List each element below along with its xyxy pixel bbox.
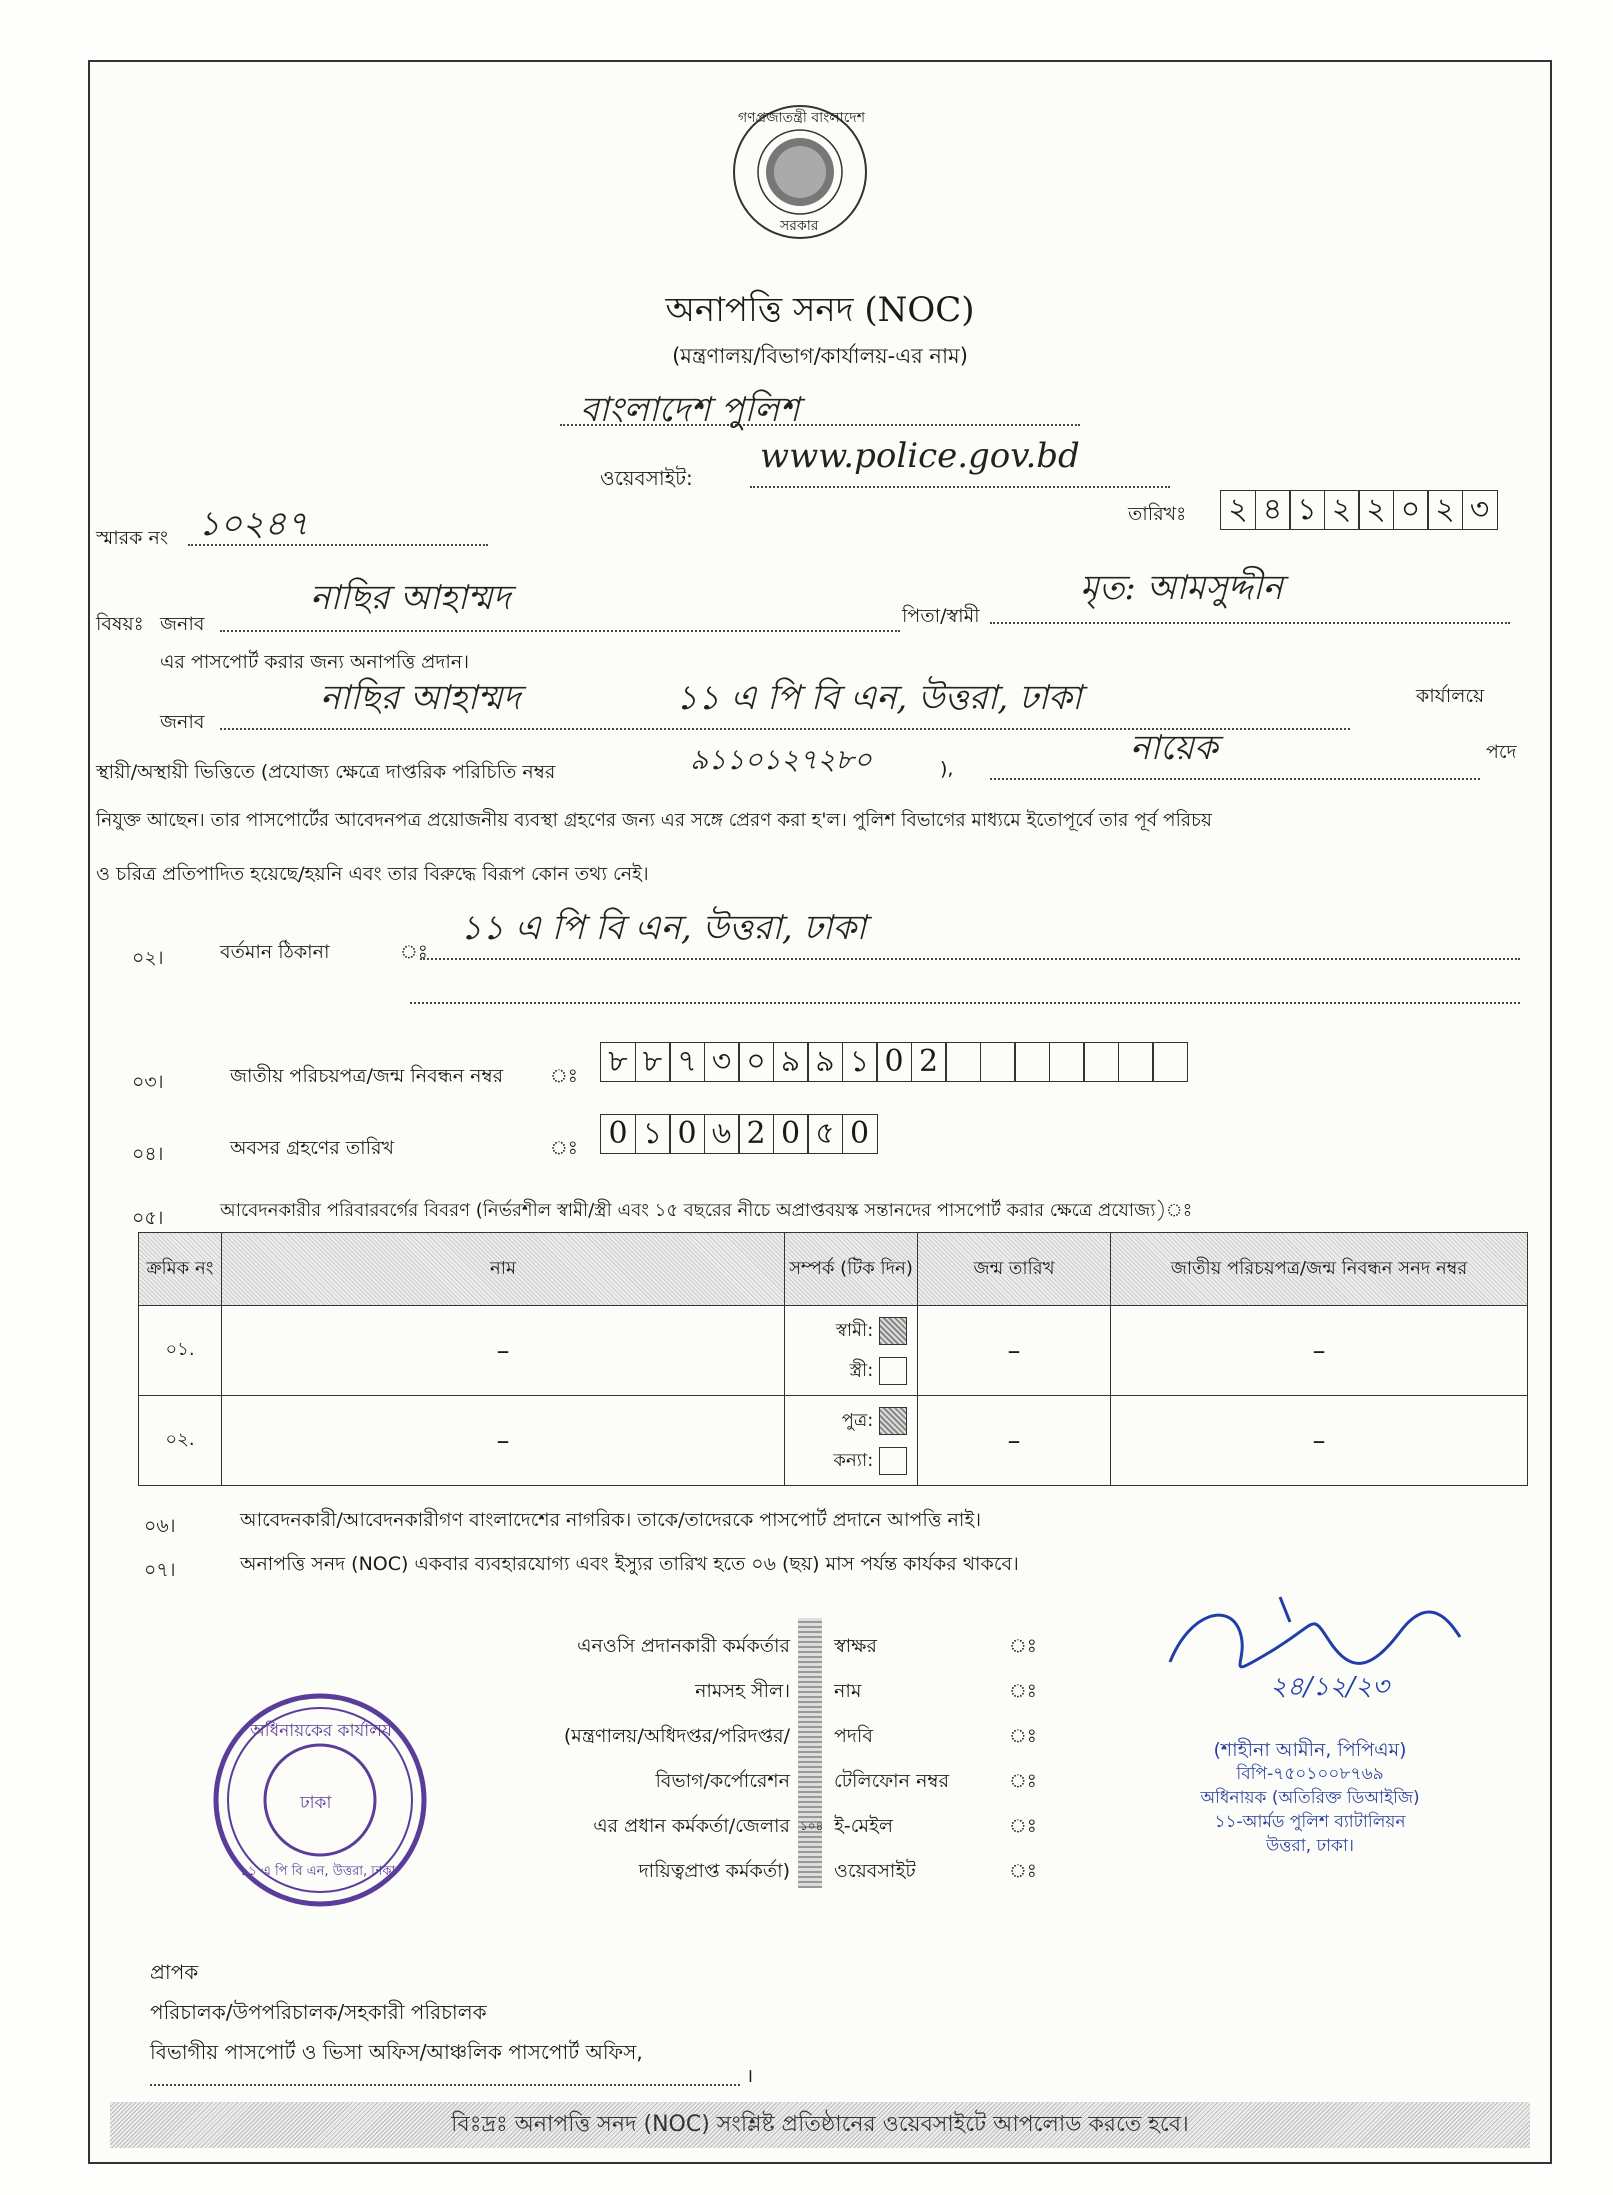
body-para1: নিযুক্ত আছেন। তার পাসপোর্টের আবেদনপত্র প্রয়োজনীয় ব্যবস্থা গ্রহণের জন্য এর সঙ্গে প্রেরণ করা হ'ল। পুলিশ বিভাগের মাধ্যমে ইতোপূর্বে তার পূর্ব পরিচয় xyxy=(96,810,1212,831)
father-value: মৃত: আমসুদ্দীন xyxy=(1080,568,1283,608)
field-colon: ঃ xyxy=(1009,1770,1037,1792)
nid-digit: 2 xyxy=(911,1042,947,1082)
nid-digit xyxy=(1014,1042,1050,1082)
item-02-number: ০২। xyxy=(132,947,164,969)
noc-document xyxy=(88,60,1552,2164)
nid-digit: ০ xyxy=(738,1042,774,1082)
website-label: ওয়েবসাইট: xyxy=(600,466,693,490)
signatory-line: দায়িত্বপ্রাপ্ত কর্মকর্তা) xyxy=(638,1860,790,1882)
signatory-line: এর প্রধান কর্মকর্তা/জেলার xyxy=(593,1815,790,1837)
ministry-name: বাংলাদেশ পুলিশ xyxy=(580,390,800,430)
body-para2: ও চরিত্র প্রতিপাদিত হয়েছে/হয়নি এবং তার বিরুদ্ধে বিরূপ কোন তথ্য নেই। xyxy=(96,863,649,885)
retire-digit: 0 xyxy=(773,1114,809,1154)
rank-line xyxy=(990,722,1480,780)
stamp-name: (শাহীনা আমীন, পিপিএম) xyxy=(1213,1739,1407,1761)
date-digit: ২ xyxy=(1427,490,1463,530)
subject-name: নাছির আহাম্মদ xyxy=(310,578,511,618)
officer-stamp xyxy=(1110,1738,1510,1858)
government-emblem xyxy=(730,102,870,242)
relation-son-label: পুত্র: xyxy=(841,1409,874,1431)
nid-digit: ৭ xyxy=(669,1042,705,1082)
relation-husband-checkbox[interactable] xyxy=(879,1317,907,1345)
item-05-number: ০৫। xyxy=(132,1207,164,1229)
retire-colon: ঃ xyxy=(550,1137,578,1159)
document-title: অনাপত্তি সনদ (NOC) xyxy=(665,290,975,330)
relation-son-checkbox[interactable] xyxy=(879,1407,907,1435)
subject-label: বিষয়ঃ xyxy=(96,613,144,635)
recipient-label: প্রাপক xyxy=(150,1960,199,1984)
address-colon: ঃ xyxy=(400,941,428,963)
nid-digit xyxy=(980,1042,1016,1082)
body-office: ১১ এ পি বি এন, উত্তরা, ঢাকা xyxy=(675,678,1082,718)
side-strip xyxy=(798,1618,822,1888)
nid-digit xyxy=(945,1042,981,1082)
nid-digit: ৮ xyxy=(600,1042,636,1082)
recipient-line3-end: । xyxy=(746,2065,754,2087)
body-line-a: স্থায়ী/অস্থায়ী ভিত্তিতে (প্রযোজ্য ক্ষেত্রে দাপ্তরিক পরিচিতি নম্বর xyxy=(96,761,556,783)
nid-digit: ৩ xyxy=(704,1042,740,1082)
rank-value: নায়েক xyxy=(1130,728,1218,768)
relation-daughter-label: কন্যা: xyxy=(833,1449,874,1471)
nid-label: জাতীয় পরিচয়পত্র/জন্ম নিবন্ধন নম্বর xyxy=(230,1065,504,1087)
row-dob: – xyxy=(918,1396,1111,1486)
date-label: তারিখঃ xyxy=(1128,503,1187,525)
footer-note-band xyxy=(110,2102,1530,2148)
nid-colon: ঃ xyxy=(550,1065,578,1087)
id-number: ৯১১০১২৭২৮০ xyxy=(690,743,872,776)
emblem-text-top: গণপ্রজাতন্ত্রী বাংলাদেশ xyxy=(738,110,865,126)
retire-digit: 2 xyxy=(738,1114,774,1154)
date-digit: ২ xyxy=(1220,490,1256,530)
field-colon: ঃ xyxy=(1009,1860,1037,1882)
address-label: বর্তমান ঠিকানা xyxy=(220,941,330,963)
subject-name-line xyxy=(220,572,900,632)
father-line xyxy=(990,562,1510,624)
memo-value: ১০২৪৭ xyxy=(198,504,309,544)
document-subtitle: (মন্ত্রণালয়/বিভাগ/কার্যালয়-এর নাম) xyxy=(672,344,968,368)
signatory-line: এনওসি প্রদানকারী কর্মকর্তার xyxy=(577,1635,790,1657)
office-seal xyxy=(210,1690,430,1910)
table-row xyxy=(139,1306,1528,1396)
relation-wife-checkbox[interactable] xyxy=(879,1357,907,1385)
row-serial: ০২. xyxy=(139,1396,222,1486)
recipient-line1: পরিচালক/উপপরিচালক/সহকারী পরিচালক xyxy=(150,2000,487,2024)
seal-outer-text: অধিনায়কের কার্যালয় xyxy=(250,1721,392,1741)
date-digit: ৩ xyxy=(1462,490,1498,530)
stamp-unit: ১১-আর্মড পুলিশ ব্যাটালিয়ন xyxy=(1214,1812,1406,1832)
col-dob: জন্ম তারিখ xyxy=(918,1233,1111,1306)
side-strip-number: ১০৪ xyxy=(800,1819,824,1833)
nid-digit: ৯ xyxy=(773,1042,809,1082)
father-label: পিতা/স্বামী xyxy=(902,605,980,627)
nid-digit xyxy=(1049,1042,1085,1082)
field-label: নাম xyxy=(834,1680,862,1702)
address-value: ১১ এ পি বি এন, উত্তরা, ঢাকা xyxy=(460,908,867,948)
row-name: – xyxy=(222,1306,785,1396)
date-digit: ২ xyxy=(1324,490,1360,530)
field-label: ই-মেইল xyxy=(834,1815,894,1837)
field-colon: ঃ xyxy=(1009,1680,1037,1702)
retire-boxes xyxy=(600,1114,876,1154)
website-value: www.police.gov.bd xyxy=(760,436,1080,476)
field-colon: ঃ xyxy=(1009,1725,1037,1747)
signature-date: ২৪/১২/২৩ xyxy=(1270,1672,1389,1702)
memo-line xyxy=(188,498,488,546)
col-nid: জাতীয় পরিচয়পত্র/জন্ম নিবন্ধন সনদ নম্বর xyxy=(1111,1233,1528,1306)
office-label: কার্যালয়ে xyxy=(1416,685,1485,707)
row-relation xyxy=(785,1396,918,1486)
subject-line2: এর পাসপোর্ট করার জন্য অনাপত্তি প্রদান। xyxy=(160,651,470,673)
nid-boxes xyxy=(600,1042,1187,1082)
row-name: – xyxy=(222,1396,785,1486)
nid-digit xyxy=(1152,1042,1188,1082)
retire-label: অবসর গ্রহণের তারিখ xyxy=(230,1137,395,1159)
nid-digit xyxy=(1083,1042,1119,1082)
nid-digit: ১ xyxy=(842,1042,878,1082)
signatory-line: বিভাগ/কর্পোরেশন xyxy=(655,1770,790,1792)
field-label: টেলিফোন নম্বর xyxy=(834,1770,950,1792)
recipient-line3 xyxy=(150,2072,740,2086)
field-label: স্বাক্ষর xyxy=(834,1635,877,1657)
date-boxes xyxy=(1220,490,1496,530)
retire-digit: 0 xyxy=(669,1114,705,1154)
relation-daughter-checkbox[interactable] xyxy=(879,1447,907,1475)
stamp-place: উত্তরা, ঢাকা। xyxy=(1266,1836,1354,1856)
retire-digit: 0 xyxy=(600,1114,636,1154)
field-label: ওয়েবসাইট xyxy=(834,1860,916,1882)
row-nid: – xyxy=(1111,1396,1528,1486)
note-07-text: অনাপত্তি সনদ (NOC) একবার ব্যবহারযোগ্য এবং ইস্যুর তারিখ হতে ০৬ (ছয়) মাস পর্যন্ত কার্যকর থাকবে। xyxy=(240,1553,1019,1575)
retire-digit: ৫ xyxy=(807,1114,843,1154)
item-04-number: ০৪। xyxy=(132,1143,164,1165)
signatory-left-text xyxy=(370,1624,790,1894)
col-name: নাম xyxy=(222,1233,785,1306)
note-06-text: আবেদনকারী/আবেদনকারীগণ বাংলাদেশের নাগরিক। তাকে/তাদেরকে পাসপোর্ট প্রদানে আপত্তি নাই। xyxy=(240,1509,982,1531)
col-relation: সম্পর্ক (টিক দিন) xyxy=(785,1233,918,1306)
relation-husband-label: স্বামী: xyxy=(835,1319,874,1341)
nid-digit: ৮ xyxy=(635,1042,671,1082)
family-table-header xyxy=(139,1233,1528,1306)
row-nid: – xyxy=(1111,1306,1528,1396)
address-line xyxy=(420,902,1520,960)
col-serial: ক্রমিক নং xyxy=(139,1233,222,1306)
row-serial: ০১. xyxy=(139,1306,222,1396)
emblem-text-bottom: সরকার xyxy=(780,218,819,234)
date-digit: ২ xyxy=(1358,490,1394,530)
retire-digit: ১ xyxy=(635,1114,671,1154)
body-janab: জনাব xyxy=(160,711,205,733)
subject-janab: জনাব xyxy=(160,613,205,635)
stamp-rank: অধিনায়ক (অতিরিক্ত ডিআইজি) xyxy=(1200,1788,1420,1808)
ministry-line xyxy=(560,384,1080,430)
row-dob: – xyxy=(918,1306,1111,1396)
family-label: আবেদনকারীর পরিবারবর্গের বিবরণ (নির্ভরশীল স্বামী/স্ত্রী এবং ১৫ বছরের নীচে অপ্রাপ্তবয়স্ক সন্তানদের পাসপোর্ট করার ক্ষেত্রে প্রযোজ্য)ঃ xyxy=(220,1200,1193,1221)
relation-wife-label: স্ত্রী: xyxy=(849,1359,874,1381)
field-colon: ঃ xyxy=(1009,1635,1037,1657)
stamp-bp: বিপি-৭৫০১০০৮৭৬৯ xyxy=(1236,1764,1384,1784)
seal-center-text: ঢাকা xyxy=(300,1793,332,1813)
note-07-number: ০৭। xyxy=(144,1559,176,1581)
post-label: পদে xyxy=(1486,741,1517,763)
footer-note: বিঃদ্রঃ অনাপত্তি সনদ (NOC) সংশ্লিষ্ট প্রতিষ্ঠানের ওয়েবসাইটে আপলোড করতে হবে। xyxy=(451,2112,1189,2137)
signatory-line: (মন্ত্রণালয়/অধিদপ্তর/পরিদপ্তর/ xyxy=(563,1725,790,1747)
closing-paren: ), xyxy=(940,758,954,780)
retire-digit: ৬ xyxy=(704,1114,740,1154)
date-digit: ০ xyxy=(1393,490,1429,530)
note-06-number: ০৬। xyxy=(144,1515,176,1537)
field-label: পদবি xyxy=(834,1725,873,1747)
nid-digit: ৯ xyxy=(807,1042,843,1082)
body-name: নাছির আহাম্মদ xyxy=(320,678,521,718)
retire-digit: 0 xyxy=(842,1114,878,1154)
recipient-line2: বিভাগীয় পাসপোর্ট ও ভিসা অফিস/আঞ্চলিক পাসপোর্ট অফিস, xyxy=(150,2040,643,2064)
field-colon: ঃ xyxy=(1009,1815,1037,1837)
memo-label: স্মারক নং xyxy=(96,527,169,549)
family-table xyxy=(138,1232,1528,1486)
signatory-line: নামসহ সীল। xyxy=(695,1680,790,1702)
nid-digit: 0 xyxy=(876,1042,912,1082)
item-03-number: ০৩। xyxy=(132,1071,164,1093)
website-line xyxy=(750,436,1170,488)
row-relation xyxy=(785,1306,918,1396)
seal-bottom-text: ১১ এ পি বি এন, উত্তরা, ঢাকা xyxy=(240,1864,396,1879)
table-row xyxy=(139,1396,1528,1486)
nid-digit xyxy=(1118,1042,1154,1082)
date-digit: ৪ xyxy=(1255,490,1291,530)
date-digit: ১ xyxy=(1289,490,1325,530)
address-line-2 xyxy=(410,982,1520,1004)
